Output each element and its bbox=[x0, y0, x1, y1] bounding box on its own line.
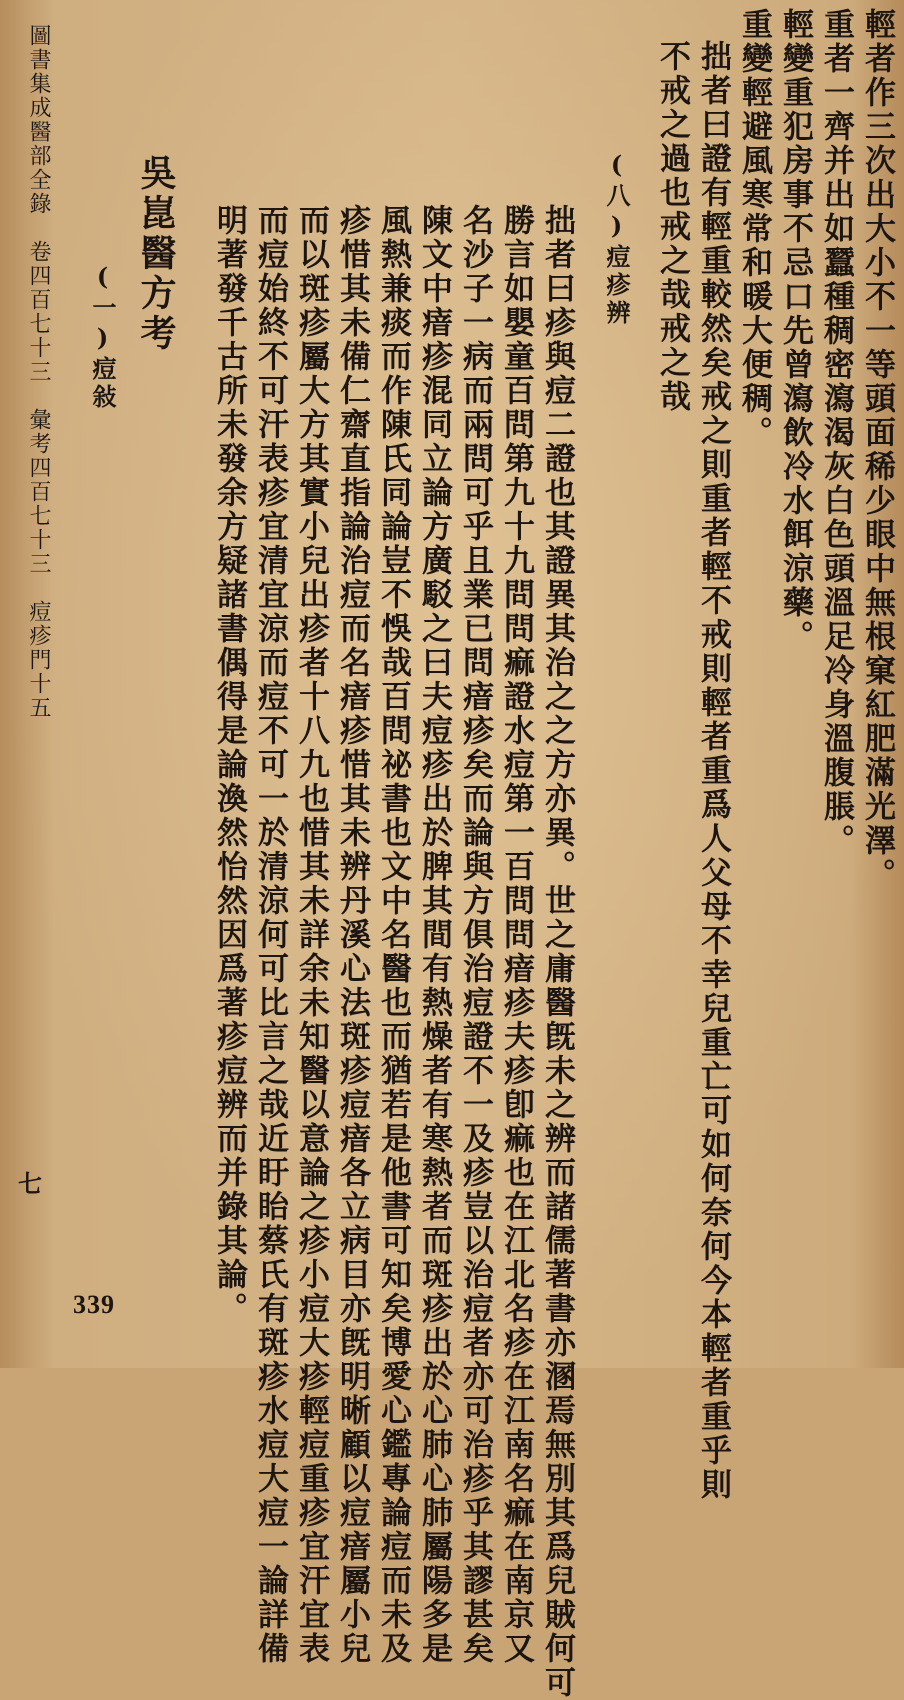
text-column-10: 名沙子一病而兩問可乎且業已問瘖疹矣而論與方俱治痘證不一及疹豈以治痘者亦可治疹乎其謬甚矣 bbox=[457, 204, 493, 1666]
text-column-13: 疹惜其未備仁齋直指論治痘而名瘖疹惜其未辨丹溪心法斑疹痘瘖各立病目亦旣明晰顧以痘瘖屬小兒 bbox=[334, 204, 370, 1666]
subsection-heading: (一)痘敍 bbox=[88, 262, 117, 412]
text-column-1: 輕者作三次出大小不一等頭面稀少眼中無根窠紅肥滿光澤。 bbox=[859, 8, 895, 892]
text-column-9: 勝言如嬰童百問第九十九問問痲證水痘第一百問問瘖疹夫疹卽痲也在江北名疹在江南名痲在南京又 bbox=[498, 204, 534, 1666]
footer-running-head: 圖書集成醫部全錄 卷四百七十三 彙考四百七十三 痘疹門十五 bbox=[26, 24, 51, 720]
text-column-3: 輕變重犯房事不忌口先曾瀉飲冷水餌涼藥。 bbox=[777, 8, 813, 654]
text-column-4: 重變輕避風寒常和暖大便稠。 bbox=[736, 8, 772, 450]
text-column-16: 明著發千古所未發余方疑諸書偶得是論渙然怡然因爲著疹痘辨而并錄其論。 bbox=[211, 204, 247, 1326]
text-column-15: 而痘始終不可汗表疹宜清宜涼而痘不可一於清涼何可比言之哉近盱眙蔡氏有斑疹水痘大痘一論詳備 bbox=[252, 204, 288, 1666]
text-column-6: 不戒之過也戒之哉戒之哉 bbox=[654, 40, 690, 414]
text-column-8: 拙者曰疹與痘二證也其證異其治之之方亦異。世之庸醫旣未之辨而諸儒著書亦溷焉無別其爲兒賊何可 bbox=[539, 204, 575, 1700]
page-mark: 七 bbox=[18, 1169, 42, 1198]
section-title: 吳崑醫方考 bbox=[135, 154, 177, 354]
text-column-11: 陳文中瘖疹混同立論方廣駁之曰夫痘疹出於脾其間有熱燥者有寒熱者而斑疹出於心肺心肺屬陽多是 bbox=[416, 204, 452, 1666]
text-column-5: 拙者曰證有輕重較然矣戒之則重者輕不戒則輕者重爲人父母不幸兒重亡可如何奈何今本輕者重乎則 bbox=[695, 40, 731, 1502]
text-column-2: 重者一齊并出如蠶種稠密瀉渴灰白色頭溫足冷身溫腹脹。 bbox=[818, 8, 854, 858]
section-heading-bian: (八)痘疹辨 bbox=[602, 150, 631, 328]
text-column-12: 風熱兼痰而作陳氏同論豈不悞哉百問祕書也文中名醫也而猶若是他書可知矣博愛心鑑專論痘而未及 bbox=[375, 204, 411, 1666]
page-number: 339 bbox=[73, 1290, 115, 1319]
text-column-14: 而以斑疹屬大方其實小兒出疹者十八九也惜其未詳余未知醫以意論之疹小痘大疹輕痘重疹宜汗宜表 bbox=[293, 204, 329, 1666]
